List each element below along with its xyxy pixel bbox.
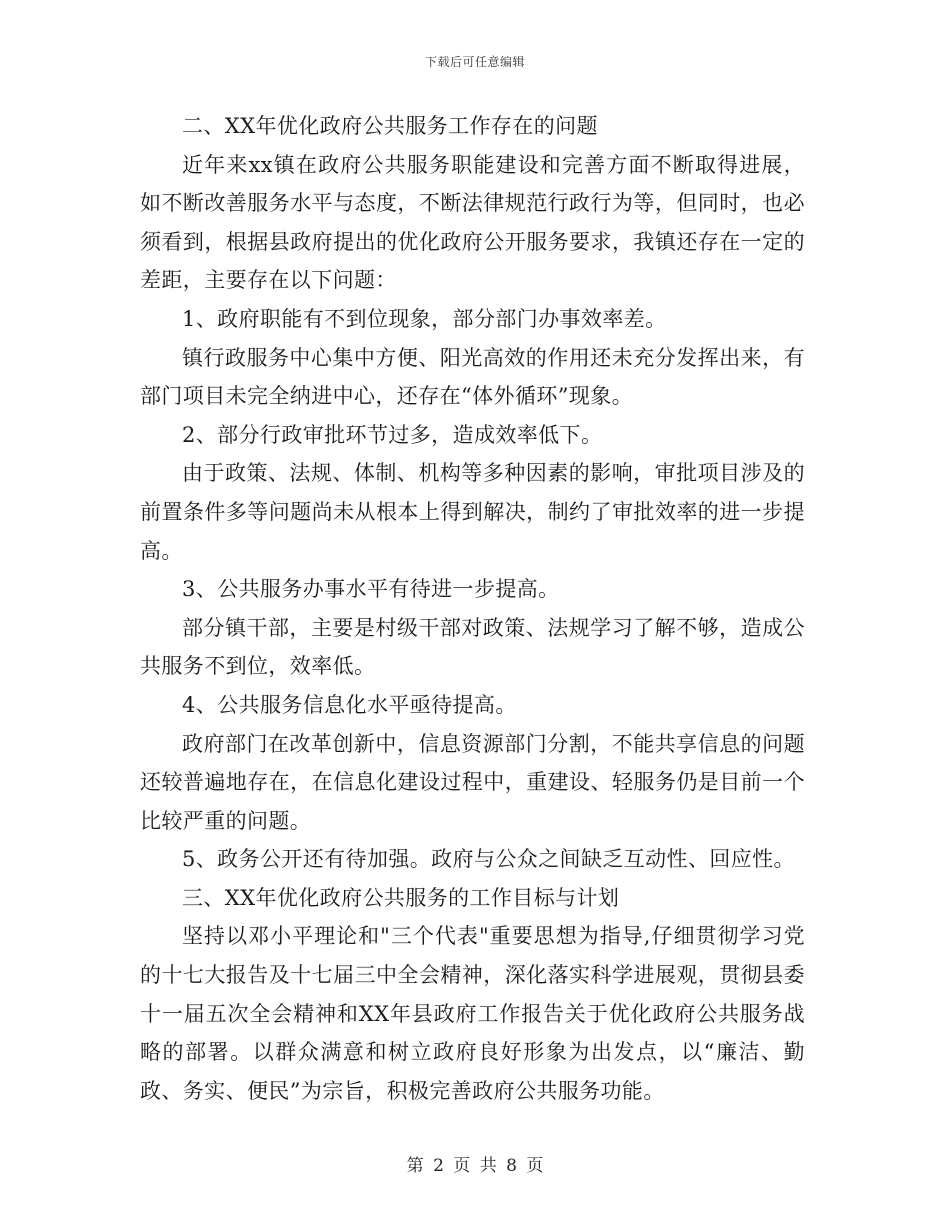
paragraph-problem-1: 镇行政服务中心集中方便、阳光高效的作用还未充分发挥出来，有部门项目未完全纳进中心，还存在“体外循环”现象。 [140, 345, 805, 409]
paragraph-intro: 近年来xx镇在政府公共服务职能建设和完善方面不断取得进展，如不断改善服务水平与态度，不断法律规范行政行为等，但同时，也必须看到，根据县政府提出的优化政府公开服务要求，我镇还存在一定的差距，主要存在以下问题： [140, 152, 805, 293]
page-number-footer: 第 2 页 共 8 页 [406, 1156, 544, 1176]
problem-heading-3: 3、公共服务办事水平有待进一步提高。 [182, 577, 560, 602]
problem-heading-2: 2、部分行政审批环节过多，造成效率低下。 [182, 422, 603, 447]
paragraph-problem-3: 部分镇干部，主要是村级干部对政策、法规学习了解不够，造成公共服务不到位，效率低。 [140, 615, 805, 679]
document-body [140, 107, 805, 1110]
page-header-note: 下载后可任意编辑 [424, 55, 525, 69]
paragraph-goals: 坚持以邓小平理论和"三个代表"重要思想为指导,仔细贯彻学习党的十七大报告及十七届三中全会精神，深化落实科学进展观，贯彻县委十一届五次全会精神和XX年县政府工作报告关于优化政府公共服务战略的部署。以群众满意和树立政府良好形象为出发点，以“廉洁、勤政、务实、便民”为宗旨，积极完善政府公共服务功能。 [140, 924, 805, 1103]
problem-heading-5: 5、政务公开还有待加强。政府与公众之间缺乏互动性、回应性。 [182, 847, 795, 872]
section-heading-goals: 三、XX年优化政府公共服务的工作目标与计划 [182, 885, 620, 910]
section-heading-problems: 二、XX年优化政府公共服务工作存在的问题 [182, 114, 598, 138]
problem-heading-1: 1、政府职能有不到位现象，部分部门办事效率差。 [182, 306, 667, 331]
paragraph-problem-4: 政府部门在改革创新中，信息资源部门分割，不能共享信息的问题还较普遍地存在，在信息化建设过程中，重建设、轻服务仍是目前一个比较严重的问题。 [140, 731, 805, 833]
problem-heading-4: 4、公共服务信息化水平亟待提高。 [182, 692, 517, 717]
paragraph-problem-2: 由于政策、法规、体制、机构等多种因素的影响，审批项目涉及的前置条件多等问题尚未从根本上得到解决，制约了审批效率的进一步提高。 [140, 461, 805, 563]
